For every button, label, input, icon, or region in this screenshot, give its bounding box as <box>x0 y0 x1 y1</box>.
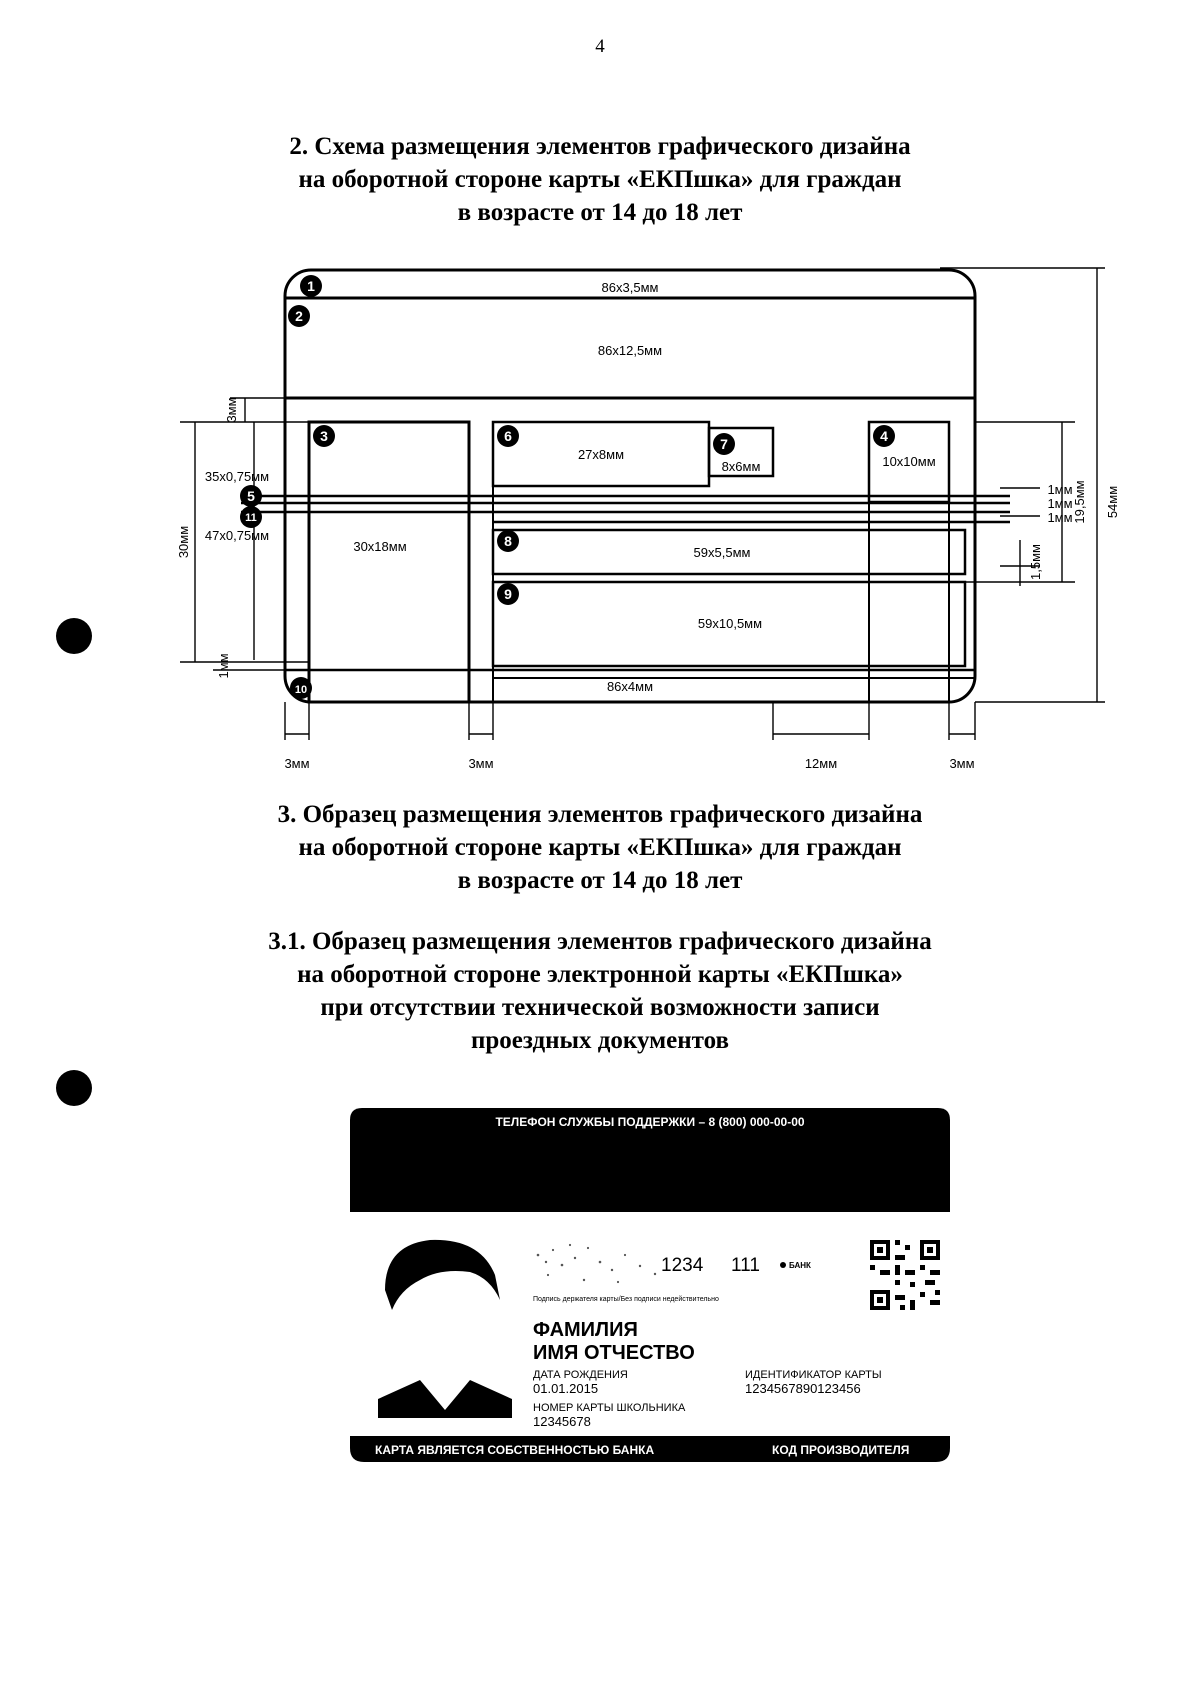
dim-gap-bottom: 1мм <box>216 653 231 679</box>
marker-label: 1 <box>307 278 315 294</box>
dim-gap-8: 1,5мм <box>1028 544 1043 580</box>
dim-height-right: 19,5мм <box>1072 480 1087 524</box>
label-field-9: 59x10,5мм <box>697 616 763 631</box>
layout-schema-diagram <box>0 240 1200 780</box>
marker-label: 6 <box>504 428 512 444</box>
label-field-8: 59x5,5мм <box>693 545 751 560</box>
photo-placeholder-icon <box>378 1240 512 1418</box>
heading-line: на оборотной стороне карты «ЕКПшка» для граждан <box>298 834 902 861</box>
birth-date-value: 01.01.2015 <box>533 1381 599 1396</box>
marker-label: 3 <box>320 428 328 444</box>
heading-line: на оборотной стороне электронной карты «ЕКПшка» <box>297 961 903 988</box>
school-card-value: 12345678 <box>533 1414 591 1429</box>
dim-bottom-1: 3мм <box>284 756 310 771</box>
section-3-heading <box>150 798 1050 897</box>
card-id-label: ИДЕНТИФИКАТОР КАРТЫ <box>745 1369 882 1381</box>
heading-line: на оборотной стороне карты «ЕКПшка» для граждан <box>298 166 902 193</box>
bank-logo-icon <box>780 1262 786 1268</box>
dim-bottom-4: 3мм <box>949 756 975 771</box>
dim-line-gap-2: 1мм <box>1047 496 1073 511</box>
support-phone: ТЕЛЕФОН СЛУЖБЫ ПОДДЕРЖКИ – 8 (800) 000-00-00 <box>495 1115 805 1129</box>
label-field-4: 10x10мм <box>882 454 936 469</box>
label-stripe-main: 86x12,5мм <box>597 343 663 358</box>
card-sample <box>0 1090 1200 1490</box>
label-line-11: 47x0,75мм <box>204 528 270 543</box>
footer-left: КАРТА ЯВЛЯЕТСЯ СОБСТВЕННОСТЬЮ БАНКА <box>375 1443 655 1457</box>
dim-line-gap-3: 1мм <box>1047 510 1073 525</box>
dim-card-height: 54мм <box>1105 485 1120 519</box>
marker-label: 5 <box>247 488 255 504</box>
dim-line-gap-1: 1мм <box>1047 482 1073 497</box>
footer-right: КОД ПРОИЗВОДИТЕЛЯ <box>772 1443 910 1457</box>
dim-bottom-2: 3мм <box>468 756 494 771</box>
holder-surname: ФАМИЛИЯ <box>533 1319 638 1341</box>
marker-label: 10 <box>294 684 308 696</box>
label-field-7: 8x6мм <box>721 459 761 474</box>
dim-height-left: 30мм <box>176 525 191 559</box>
dim-gap-top: 3мм <box>224 397 239 423</box>
label-stripe-top: 86x3,5мм <box>601 280 659 295</box>
label-field-6: 27x8мм <box>577 447 625 462</box>
photo-area <box>309 422 469 702</box>
holder-name: ИМЯ ОТЧЕСТВО <box>533 1342 695 1364</box>
school-card-label: НОМЕР КАРТЫ ШКОЛЬНИКА <box>533 1402 686 1414</box>
page-number: 4 <box>595 36 605 57</box>
marker-label: 9 <box>504 586 512 602</box>
signature-panel <box>537 1244 657 1283</box>
signature-note: Подпись держателя карты/Без подписи недействительно <box>533 1296 719 1303</box>
qr-code-icon <box>870 1240 940 1310</box>
card-id-value: 1234567890123456 <box>745 1381 861 1396</box>
marker-label: 11 <box>245 512 257 524</box>
heading-line: проездных документов <box>470 1027 730 1054</box>
bank-logo: БАНК <box>789 1261 811 1270</box>
heading-line: в возрасте от 14 до 18 лет <box>457 867 743 894</box>
heading-line: при отсутствии технической возможности записи <box>320 994 880 1021</box>
heading-line: 3. Образец размещения элементов графического дизайна <box>277 801 923 828</box>
marker-label: 2 <box>295 308 303 324</box>
marker-label: 8 <box>504 533 512 549</box>
label-bottom-stripe: 86x4мм <box>606 679 654 694</box>
card-number-a: 1234 <box>661 1255 704 1276</box>
card-number-b: 111 <box>731 1255 760 1276</box>
section-3-1-heading <box>150 925 1050 1057</box>
label-line-5: 35x0,75мм <box>204 469 270 484</box>
heading-line: 3.1. Образец размещения элементов графического дизайна <box>268 928 932 955</box>
label-photo: 30x18мм <box>353 539 407 554</box>
dim-bottom-3: 12мм <box>804 756 838 771</box>
heading-line: в возрасте от 14 до 18 лет <box>457 199 743 226</box>
birth-date-label: ДАТА РОЖДЕНИЯ <box>533 1369 628 1381</box>
marker-label: 4 <box>880 428 888 444</box>
section-2-heading <box>150 130 1050 229</box>
heading-line: 2. Схема размещения элементов графического дизайна <box>289 133 911 160</box>
marker-label: 7 <box>720 436 728 452</box>
